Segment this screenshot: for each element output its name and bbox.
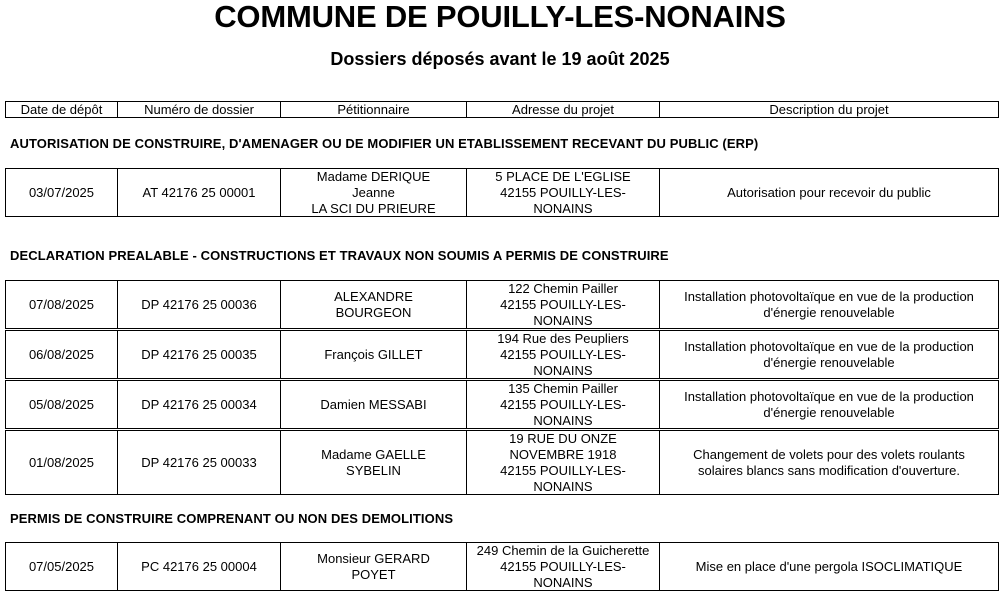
table-row	[5, 380, 999, 429]
cell-numero: DP 42176 25 00034	[118, 381, 281, 428]
section-title-dp: DECLARATION PREALABLE - CONSTRUCTIONS ET TRAVAUX NON SOUMIS A PERMIS DE CONSTRUIRE	[10, 248, 669, 263]
cell-petitionnaire: François GILLET	[281, 331, 467, 378]
header-date: Date de dépôt	[6, 102, 118, 117]
header-adresse: Adresse du projet	[467, 102, 660, 117]
cell-description: Autorisation pour recevoir du public	[727, 184, 931, 200]
header-numero: Numéro de dossier	[118, 102, 281, 117]
cell-date: 01/08/2025	[6, 431, 118, 494]
cell-numero: DP 42176 25 00036	[118, 281, 281, 328]
cell-petitionnaire: ALEXANDRE BOURGEON	[281, 281, 467, 328]
section-title-erp: AUTORISATION DE CONSTRUIRE, D'AMENAGER OU DE MODIFIER UN ETABLISSEMENT RECEVANT DU PUBLIC (ERP)	[10, 136, 759, 151]
page-title: COMMUNE DE POUILLY-LES-NONAINS	[214, 0, 786, 34]
cell-adresse: 135 Chemin Pailler 42155 POUILLY-LES- NONAINS	[467, 381, 660, 428]
cell-adresse: 249 Chemin de la Guicherette 42155 POUILLY-LES- NONAINS	[467, 543, 660, 590]
cell-petitionnaire: Madame DERIQUE Jeanne LA SCI DU PRIEURE	[281, 169, 467, 216]
section-title-pc: PERMIS DE CONSTRUIRE COMPRENANT OU NON DES DEMOLITIONS	[10, 511, 454, 526]
cell-description: Mise en place d'une pergola ISOCLIMATIQUE	[695, 558, 963, 574]
cell-description: Installation photovoltaïque en vue de la production d'énergie renouvelable	[684, 388, 974, 420]
cell-date: 06/08/2025	[6, 331, 118, 378]
cell-numero: PC 42176 25 00004	[118, 543, 281, 590]
table-row	[5, 542, 999, 591]
cell-description: Changement de volets pour des volets roulants solaires blancs sans modification d'ouverture.	[693, 446, 965, 478]
table-row	[5, 280, 999, 329]
table-row	[5, 430, 999, 495]
table-row	[5, 330, 999, 379]
cell-petitionnaire: Monsieur GERARD POYET	[281, 543, 467, 590]
cell-petitionnaire: Damien MESSABI	[281, 381, 467, 428]
cell-adresse: 19 RUE DU ONZE NOVEMBRE 1918 42155 POUILLY-LES- NONAINS	[467, 431, 660, 494]
cell-date: 05/08/2025	[6, 381, 118, 428]
cell-date: 07/08/2025	[6, 281, 118, 328]
table-header	[5, 101, 999, 118]
cell-numero: AT 42176 25 00001	[118, 169, 281, 216]
cell-petitionnaire: Madame GAELLE SYBELIN	[281, 431, 467, 494]
cell-numero: DP 42176 25 00035	[118, 331, 281, 378]
cell-description: Installation photovoltaïque en vue de la production d'énergie renouvelable	[684, 288, 974, 320]
cell-description: Installation photovoltaïque en vue de la production d'énergie renouvelable	[684, 338, 974, 370]
cell-date: 07/05/2025	[6, 543, 118, 590]
cell-adresse: 194 Rue des Peupliers 42155 POUILLY-LES- NONAINS	[467, 331, 660, 378]
cell-date: 03/07/2025	[6, 169, 118, 216]
page-subtitle: Dossiers déposés avant le 19 août 2025	[330, 49, 670, 69]
header-description: Description du projet	[769, 102, 889, 117]
cell-numero: DP 42176 25 00033	[118, 431, 281, 494]
header-petitionnaire: Pétitionnaire	[281, 102, 467, 117]
cell-adresse: 5 PLACE DE L'EGLISE 42155 POUILLY-LES- NONAINS	[467, 169, 660, 216]
table-row	[5, 168, 999, 217]
cell-adresse: 122 Chemin Pailler 42155 POUILLY-LES- NONAINS	[467, 281, 660, 328]
